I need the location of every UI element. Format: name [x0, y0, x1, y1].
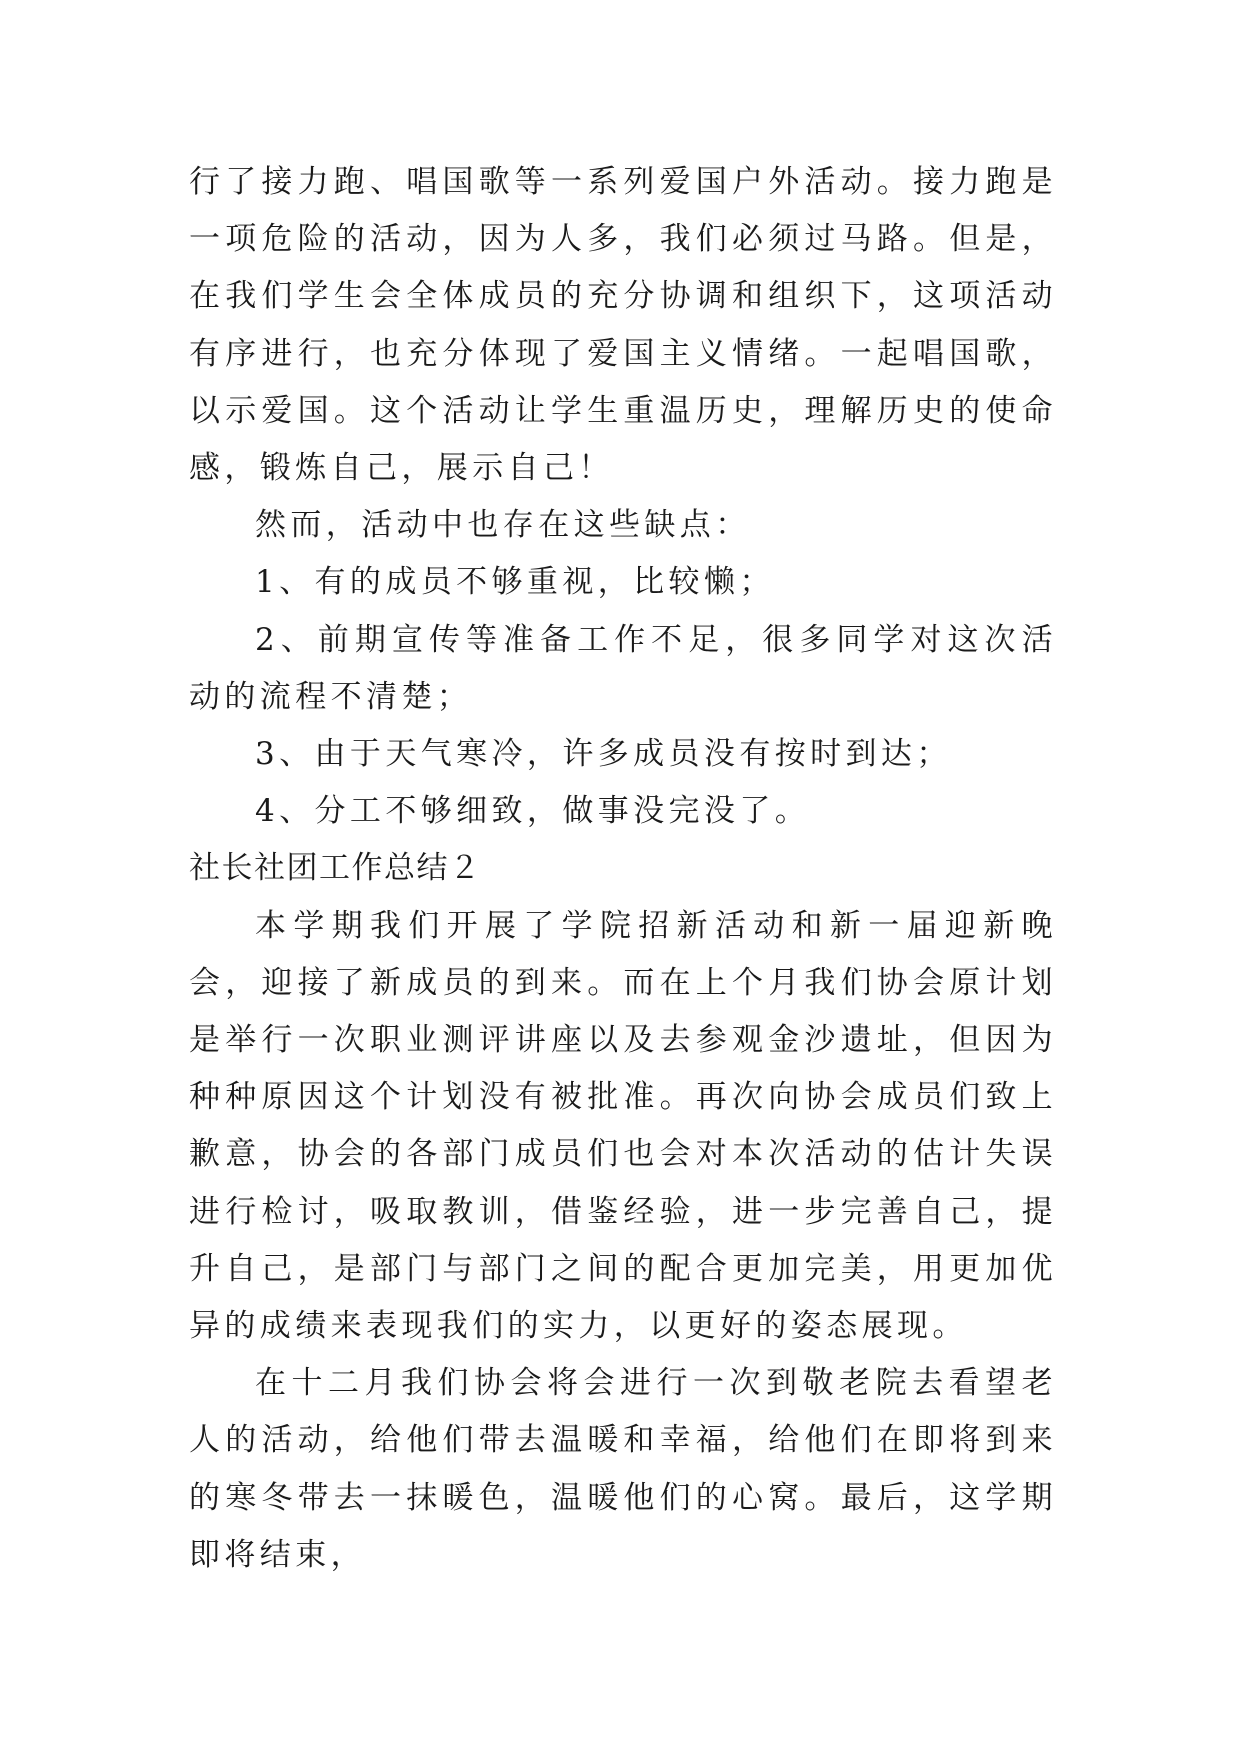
list-item-3: 3、由于天气寒冷，许多成员没有按时到达； [255, 736, 952, 773]
section-heading: 社长社团工作总结２ [189, 850, 482, 887]
list-item-1: 1、有的成员不够重视，比较懒； [255, 564, 775, 601]
document-body [189, 154, 1057, 1584]
paragraph-december-plan: 在十二月我们协会将会进行一次到敬老院去看望老人的活动，给他们带去温暖和幸福，给他们在即将到来的寒冬带去一抹暖色，温暖他们的心窝。最后，这学期即将结束， [189, 1365, 1057, 1573]
paragraph-semester-summary: 本学期我们开展了学院招新活动和新一届迎新晚会，迎接了新成员的到来。而在上个月我们协会原计划是举行一次职业测评讲座以及去参观金沙遗址，但因为种种原因这个计划没有被批准。再次向协会成员们致上歉意，协会的各部门成员们也会对本次活动的估计失误进行检讨，吸取教训，借鉴经验，进一步完善自己，提升自己，是部门与部门之间的配合更加完美，用更加优异的成绩来表现我们的实力，以更好的姿态展现。 [189, 907, 1057, 1345]
list-item-4: 4、分工不够细致，做事没完没了。 [255, 793, 811, 830]
paragraph-shortcomings-intro: 然而，活动中也存在这些缺点： [255, 507, 751, 544]
paragraph-relay-activity: 行了接力跑、唱国歌等一系列爱国户外活动。接力跑是一项危险的活动，因为人多，我们必须过马路。但是，在我们学生会全体成员的充分协调和组织下，这项活动有序进行，也充分体现了爱国主义情绪。一起唱国歌，以示爱国。这个活动让学生重温历史，理解历史的使命感，锻炼自己，展示自己！ [189, 164, 1057, 487]
list-item-2: 2、前期宣传等准备工作不足，很多同学对这次活动的流程不清楚； [189, 621, 1057, 715]
